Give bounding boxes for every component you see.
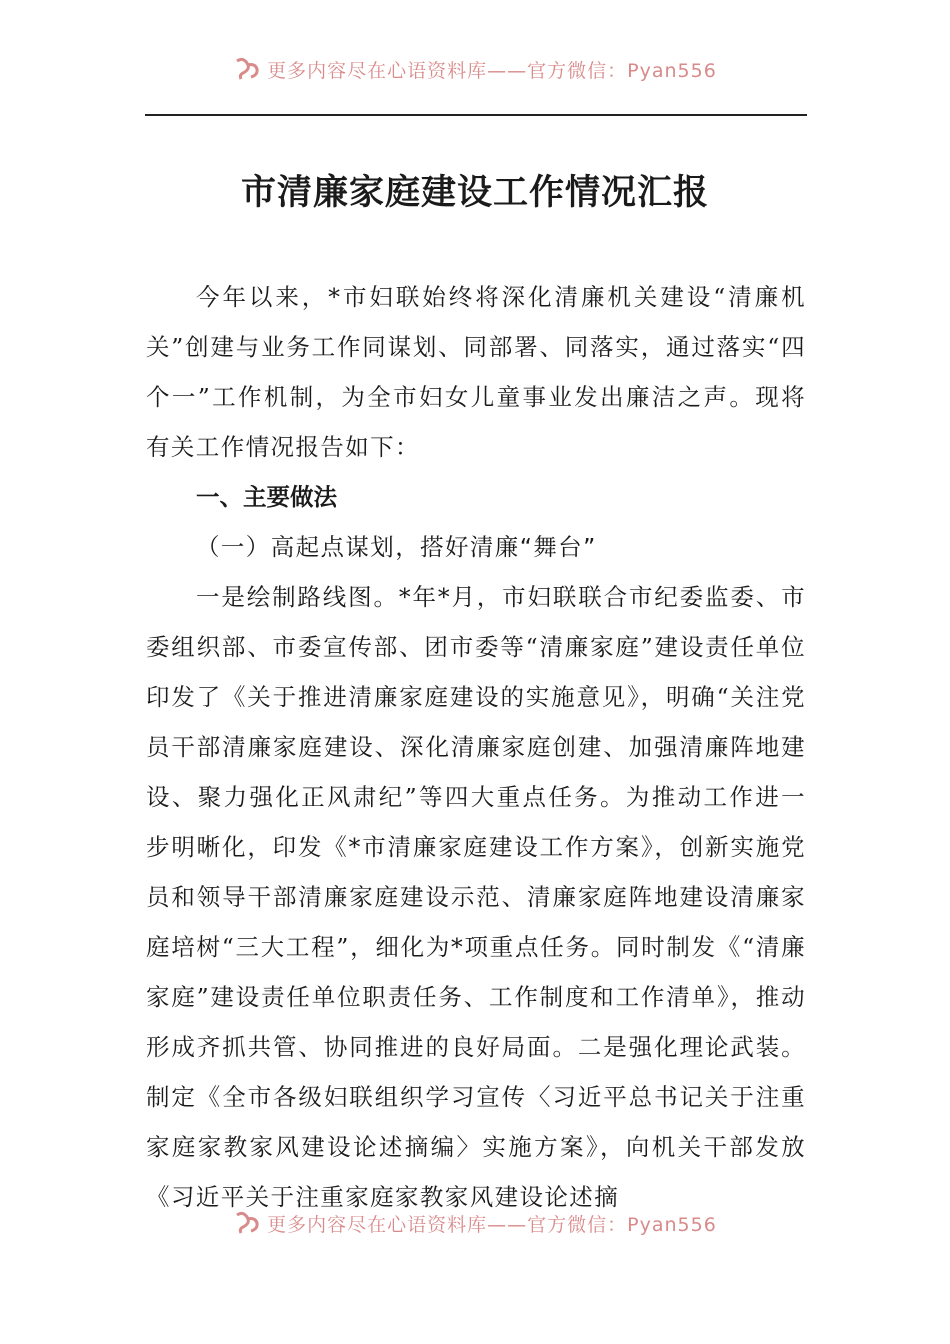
watermark-logo-icon [233,55,261,83]
body-paragraph: 一是绘制路线图。*年*月，市妇联联合市纪委监委、市委组织部、市委宣传部、团市委等“清廉家庭”建设责任单位印发了《关于推进清廉家庭建设的实施意见》，明确“关注党员干部清廉家庭建设、深化清廉家庭创建、加强清廉阵地建设、聚力强化正风肃纪”等四大重点任务。为推动工作进一步明晰化，印发《*市清廉家庭建设工作方案》，创新实施党员和领导干部清廉家庭建设示范、清廉家庭阵地建设清廉家庭培树“三大工程”，细化为*项重点任务。同时制发《“清廉家庭”建设责任单位职责任务、工作制度和工作清单》，推动形成齐抓共管、协同推进的良好局面。二是强化理论武装。制定《全市各级妇联组织学习宣传〈习近平总书记关于注重家庭家教家风建设论述摘编〉实施方案》，向机关干部发放《习近平关于注重家庭家教家风建设论述摘 [146,583,806,1211]
section-heading: 一、主要做法 [196,483,337,511]
header-divider [145,114,807,116]
watermark-text: 更多内容尽在心语资料库——官方微信：Pyan556 [267,1213,717,1236]
subsection-heading: （一）高起点谋划，搭好清廉“舞台” [196,533,597,561]
watermark-text: 更多内容尽在心语资料库——官方微信：Pyan556 [267,59,717,82]
watermark-logo-icon [233,1209,261,1237]
document-title: 市清廉家庭建设工作情况汇报 [240,172,709,213]
watermark-header [0,54,950,84]
intro-paragraph: 今年以来，*市妇联始终将深化清廉机关建设“清廉机关”创建与业务工作同谋划、同部署、同落实，通过落实“四个一”工作机制，为全市妇女儿童事业发出廉洁之声。现将有关工作情况报告如下： [146,283,806,461]
document-body [146,272,806,1222]
watermark-footer [0,1208,950,1238]
